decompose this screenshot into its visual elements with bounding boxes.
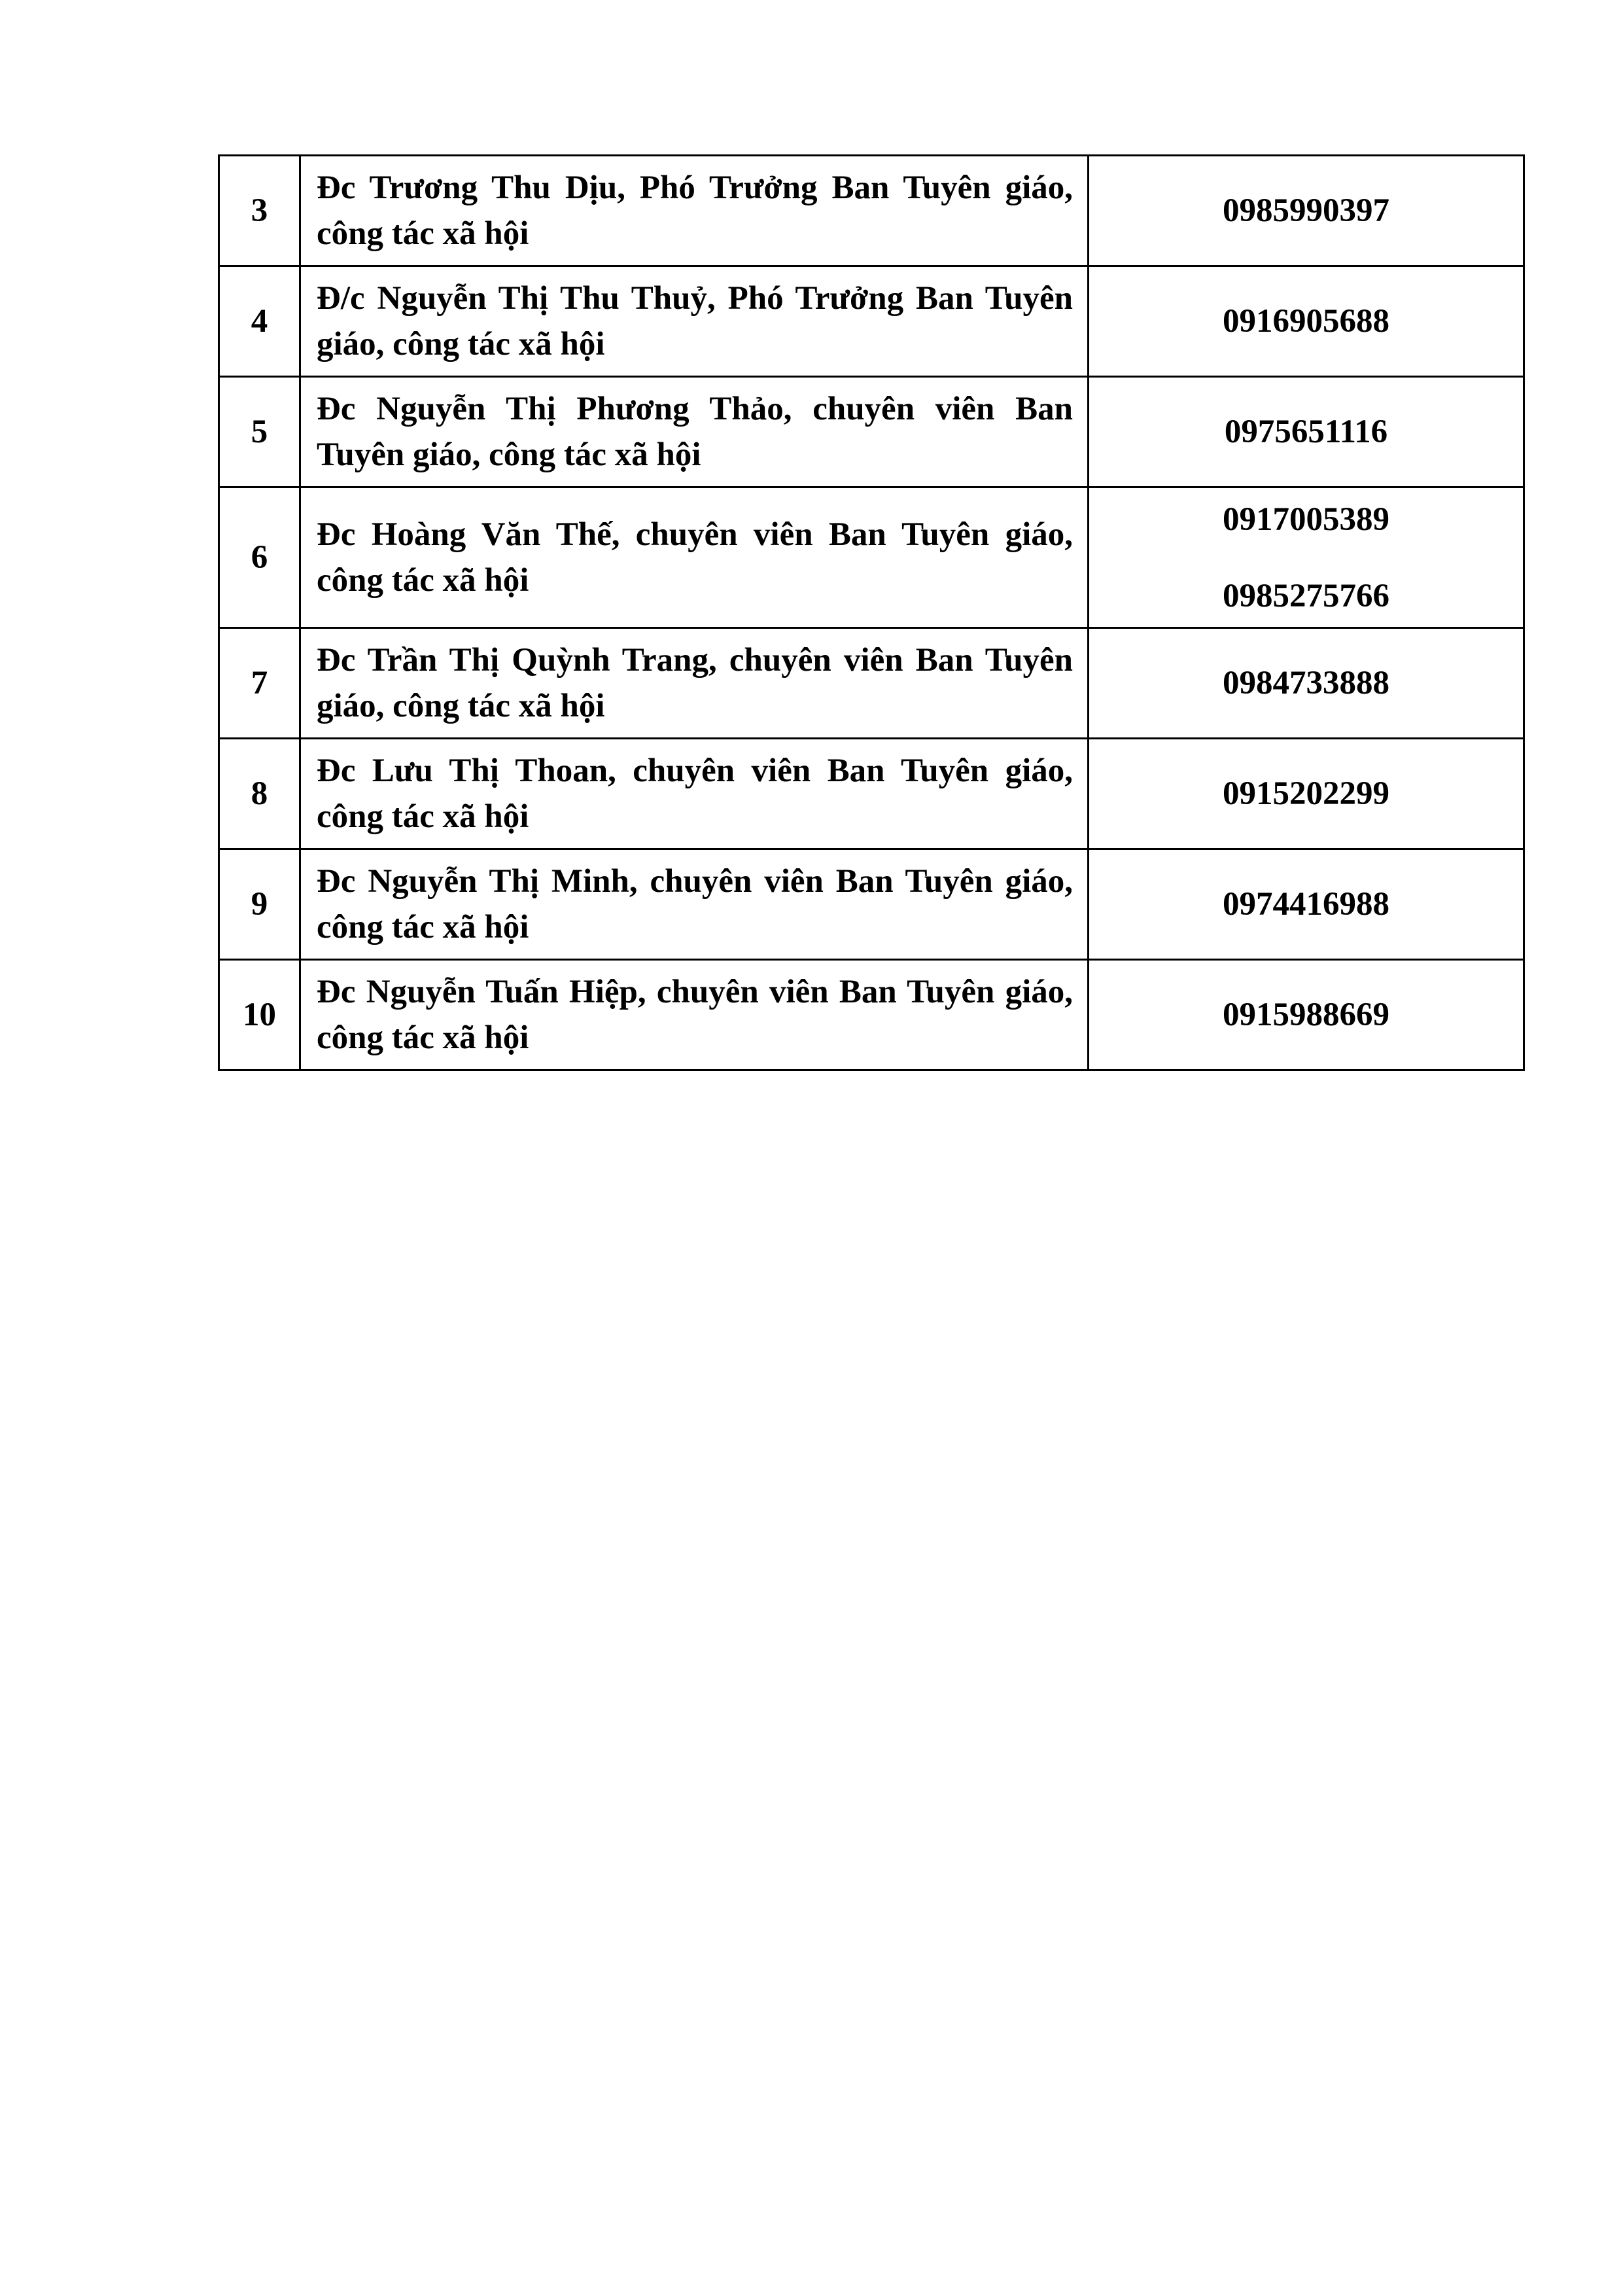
phone-number: 0915202299: [1089, 739, 1524, 849]
contact-name: Đc Hoàng Văn Thế, chuyên viên Ban Tuyên giáo, công tác xã hội: [300, 487, 1089, 628]
row-number: 4: [219, 266, 300, 377]
contact-name: Đ/c Nguyễn Thị Thu Thuỷ, Phó Trưởng Ban Tuyên giáo, công tác xã hội: [300, 266, 1089, 377]
phone-number-secondary: 0985275766: [1223, 577, 1389, 614]
table-row: [219, 628, 1524, 739]
table-row: [219, 849, 1524, 960]
phone-number: 0985990397: [1089, 156, 1524, 266]
table-row: [219, 266, 1524, 377]
row-number: 8: [219, 739, 300, 849]
table-row: [219, 487, 1524, 628]
phone-stack: [1089, 501, 1523, 615]
row-number: 9: [219, 849, 300, 960]
contact-name: Đc Lưu Thị Thoan, chuyên viên Ban Tuyên giáo, công tác xã hội: [300, 739, 1089, 849]
contact-name: Đc Trương Thu Dịu, Phó Trưởng Ban Tuyên giáo, công tác xã hội: [300, 156, 1089, 266]
phone-number: 0975651116: [1089, 377, 1524, 487]
phone-number: 0916905688: [1089, 266, 1524, 377]
table-row: [219, 156, 1524, 266]
phone-number: 0984733888: [1089, 628, 1524, 739]
contact-name: Đc Trần Thị Quỳnh Trang, chuyên viên Ban Tuyên giáo, công tác xã hội: [300, 628, 1089, 739]
phone-number: 0974416988: [1089, 849, 1524, 960]
contact-name: Đc Nguyễn Tuấn Hiệp, chuyên viên Ban Tuyên giáo, công tác xã hội: [300, 960, 1089, 1070]
phone-cell: [1089, 487, 1524, 628]
contact-name: Đc Nguyễn Thị Phương Thảo, chuyên viên Ban Tuyên giáo, công tác xã hội: [300, 377, 1089, 487]
table-row: [219, 739, 1524, 849]
row-number: 10: [219, 960, 300, 1070]
row-number: 7: [219, 628, 300, 739]
phone-number: 0917005389: [1223, 501, 1389, 538]
row-number: 5: [219, 377, 300, 487]
contact-name: Đc Nguyễn Thị Minh, chuyên viên Ban Tuyên giáo, công tác xã hội: [300, 849, 1089, 960]
contact-table: [218, 154, 1525, 1071]
table-row: [219, 960, 1524, 1070]
row-number: 3: [219, 156, 300, 266]
table-row: [219, 377, 1524, 487]
phone-number: 0915988669: [1089, 960, 1524, 1070]
row-number: 6: [219, 487, 300, 628]
